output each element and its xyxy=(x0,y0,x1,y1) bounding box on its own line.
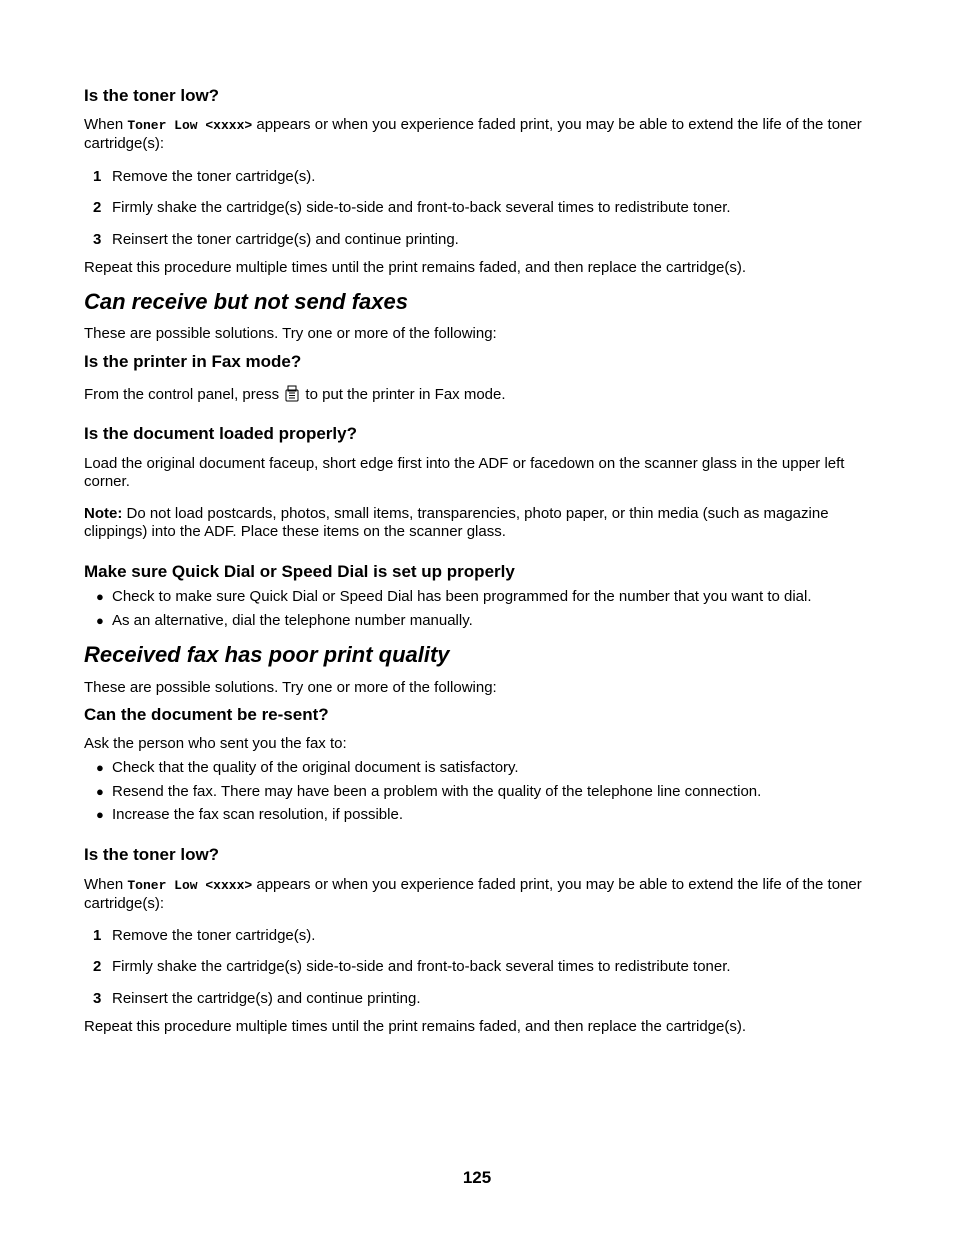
list-item-text: Check to make sure Quick Dial or Speed Dial has been programmed for the number that you want to dial. xyxy=(112,588,812,605)
list-item-text: Increase the fax scan resolution, if possible. xyxy=(112,806,403,823)
toner-low-heading: Is the toner low? xyxy=(84,845,220,864)
fax-mode-text-after: to put the printer in Fax mode. xyxy=(301,386,506,403)
bullet-icon: ● xyxy=(96,760,104,775)
step-item xyxy=(84,231,874,251)
section-title-poor-quality: Received fax has poor print quality xyxy=(84,642,450,667)
resent-text: Ask the person who sent you the fax to: xyxy=(84,735,347,752)
step-number: 2 xyxy=(93,199,102,216)
section-title-receive-not-send: Can receive but not send faxes xyxy=(84,289,408,314)
note-label: Note: xyxy=(84,505,123,522)
fax-mode-heading: Is the printer in Fax mode? xyxy=(84,352,302,371)
toner-low-outro: Repeat this procedure multiple times until the print remains faded, and then replace the cartridge(s). xyxy=(84,1018,747,1035)
note-paragraph xyxy=(84,505,874,541)
list-item xyxy=(84,759,874,779)
list-item-text: Check that the quality of the original document is satisfactory. xyxy=(112,759,519,776)
step-text: Remove the toner cartridge(s). xyxy=(112,168,316,185)
toner-low-code: Toner Low <xxxx> xyxy=(127,878,253,893)
bullet-icon: ● xyxy=(96,807,104,822)
intro-text: appears or when you experience faded print, you may be able to extend the life of the toner cartridge(s): xyxy=(84,876,862,912)
step-item xyxy=(84,199,874,219)
fax-mode-text xyxy=(84,385,874,407)
section-intro: These are possible solutions. Try one or more of the following: xyxy=(84,325,497,342)
toner-low-intro xyxy=(84,116,874,153)
step-text: Reinsert the toner cartridge(s) and continue printing. xyxy=(112,231,459,248)
toner-low-code: Toner Low <xxxx> xyxy=(127,118,253,133)
fax-mode-text-before: From the control panel, press xyxy=(84,386,284,403)
quick-dial-heading: Make sure Quick Dial or Speed Dial is set up properly xyxy=(84,562,515,581)
step-item xyxy=(84,958,874,978)
step-number: 3 xyxy=(93,990,102,1007)
intro-text: appears or when you experience faded print, you may be able to extend the life of the toner cartridge(s): xyxy=(84,116,862,152)
resent-heading: Can the document be re-sent? xyxy=(84,705,329,724)
note-text: Do not load postcards, photos, small items, transparencies, photo paper, or thin media (such as magazine clippings) into the ADF. Place these items on the scanner glass. xyxy=(84,505,829,540)
toner-low-outro: Repeat this procedure multiple times until the print remains faded, and then replace the cartridge(s). xyxy=(84,259,747,276)
bullet-icon: ● xyxy=(96,784,104,799)
list-item xyxy=(84,588,874,608)
page-number: 125 xyxy=(462,1168,492,1187)
step-number: 2 xyxy=(93,958,102,975)
doc-loaded-text: Load the original document faceup, short edge first into the ADF or facedown on the scanner glass in the upper left corner. xyxy=(84,455,845,490)
list-item-text: Resend the fax. There may have been a problem with the quality of the telephone line connection. xyxy=(112,783,762,800)
step-number: 3 xyxy=(93,231,102,248)
step-text: Reinsert the cartridge(s) and continue printing. xyxy=(112,990,421,1007)
step-item xyxy=(84,927,874,947)
doc-loaded-heading: Is the document loaded properly? xyxy=(84,424,357,443)
step-number: 1 xyxy=(93,927,102,944)
step-item xyxy=(84,990,874,1010)
step-number: 1 xyxy=(93,168,102,185)
bullet-icon: ● xyxy=(96,589,104,604)
list-item xyxy=(84,783,874,803)
list-item xyxy=(84,806,874,826)
step-text: Firmly shake the cartridge(s) side-to-side and front-to-back several times to redistribute toner. xyxy=(112,958,731,975)
list-item xyxy=(84,612,874,632)
list-item-text: As an alternative, dial the telephone number manually. xyxy=(112,612,473,629)
toner-low-intro xyxy=(84,876,874,913)
step-item xyxy=(84,168,874,188)
fax-icon xyxy=(285,385,299,407)
step-text: Firmly shake the cartridge(s) side-to-side and front-to-back several times to redistribute toner. xyxy=(112,199,731,216)
intro-text: When xyxy=(84,116,128,133)
intro-text: When xyxy=(84,876,128,893)
section-intro: These are possible solutions. Try one or more of the following: xyxy=(84,679,497,696)
bullet-icon: ● xyxy=(96,613,104,628)
step-text: Remove the toner cartridge(s). xyxy=(112,927,316,944)
toner-low-heading: Is the toner low? xyxy=(84,86,220,105)
